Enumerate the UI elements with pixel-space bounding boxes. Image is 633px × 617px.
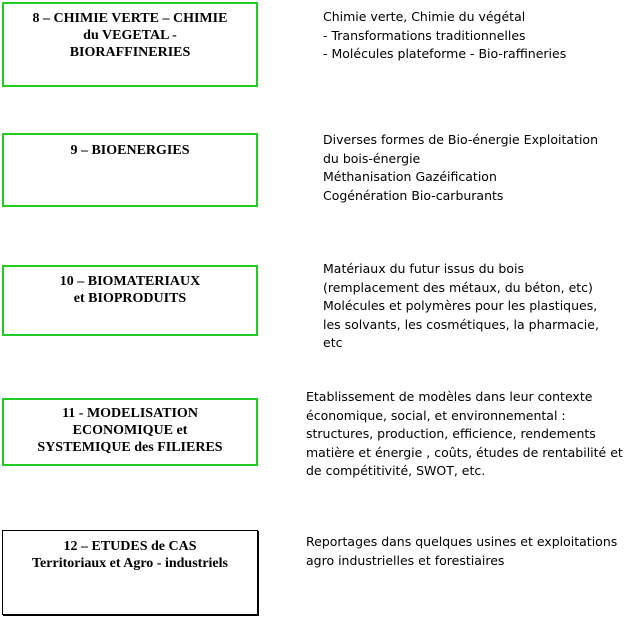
description-line: Reportages dans quelques usines et exploitations: [306, 534, 618, 549]
section-title-line: 8 – CHIMIE VERTE – CHIMIE: [32, 11, 228, 26]
description-line: etc: [323, 335, 343, 350]
description-line: Cogénération Bio-carburants: [323, 187, 504, 203]
description-line: agro industrielles et forestiaires: [306, 552, 505, 568]
section-title-line: ECONOMIQUE et: [72, 423, 188, 438]
description-line: Matériaux du futur issus du bois: [323, 261, 524, 276]
description-line: - Transformations traditionnelles: [323, 27, 526, 43]
section-description-11: [306, 388, 623, 481]
description-line: Molécules et polymères pour les plastiques,: [323, 298, 598, 313]
description-line: matière et énergie , coûts, études de rentabilité et: [306, 444, 623, 460]
description-line: de compétitivité, SWOT, etc.: [306, 463, 486, 478]
section-box-11: [2, 398, 258, 466]
section-title-line: et BIOPRODUITS: [73, 291, 187, 306]
section-title-line: 9 – BIOENERGIES: [70, 143, 190, 158]
description-line: Diverses formes de Bio-énergie Exploitation: [323, 132, 598, 147]
description-line: Etablissement de modèles dans leur contexte: [306, 389, 593, 404]
section-title-line: Territoriaux et Agro - industriels: [32, 556, 228, 571]
section-description-12: [306, 533, 617, 570]
description-line: - Molécules plateforme - Bio-raffineries: [323, 46, 567, 61]
description-line: (remplacement des métaux, du béton, etc): [323, 279, 593, 295]
section-title-line: BIORAFFINERIES: [69, 45, 191, 60]
description-line: Chimie verte, Chimie du végétal: [323, 9, 526, 24]
section-description-9: [323, 131, 598, 205]
section-box-12: [2, 530, 258, 615]
section-title-line: 11 - MODELISATION: [62, 406, 198, 421]
description-line: structures, production, efficience, rendements: [306, 426, 596, 441]
section-box-8: [2, 2, 258, 87]
section-title-line: 12 – ETUDES de CAS: [63, 539, 197, 554]
section-title-line: SYSTEMIQUE des FILIERES: [37, 440, 223, 455]
section-description-10: [323, 260, 599, 353]
section-description-8: [323, 8, 566, 64]
description-line: les solvants, les cosmétiques, la pharmacie,: [323, 316, 599, 332]
section-box-9: [2, 133, 258, 207]
description-line: Méthanisation Gazéification: [323, 169, 497, 184]
description-line: économique, social, et environnemental :: [306, 407, 566, 423]
description-line: du bois-énergie: [323, 150, 421, 166]
section-box-10: [2, 265, 258, 336]
section-title-line: du VEGETAL -: [83, 28, 177, 43]
section-title-line: 10 – BIOMATERIAUX: [59, 274, 201, 289]
